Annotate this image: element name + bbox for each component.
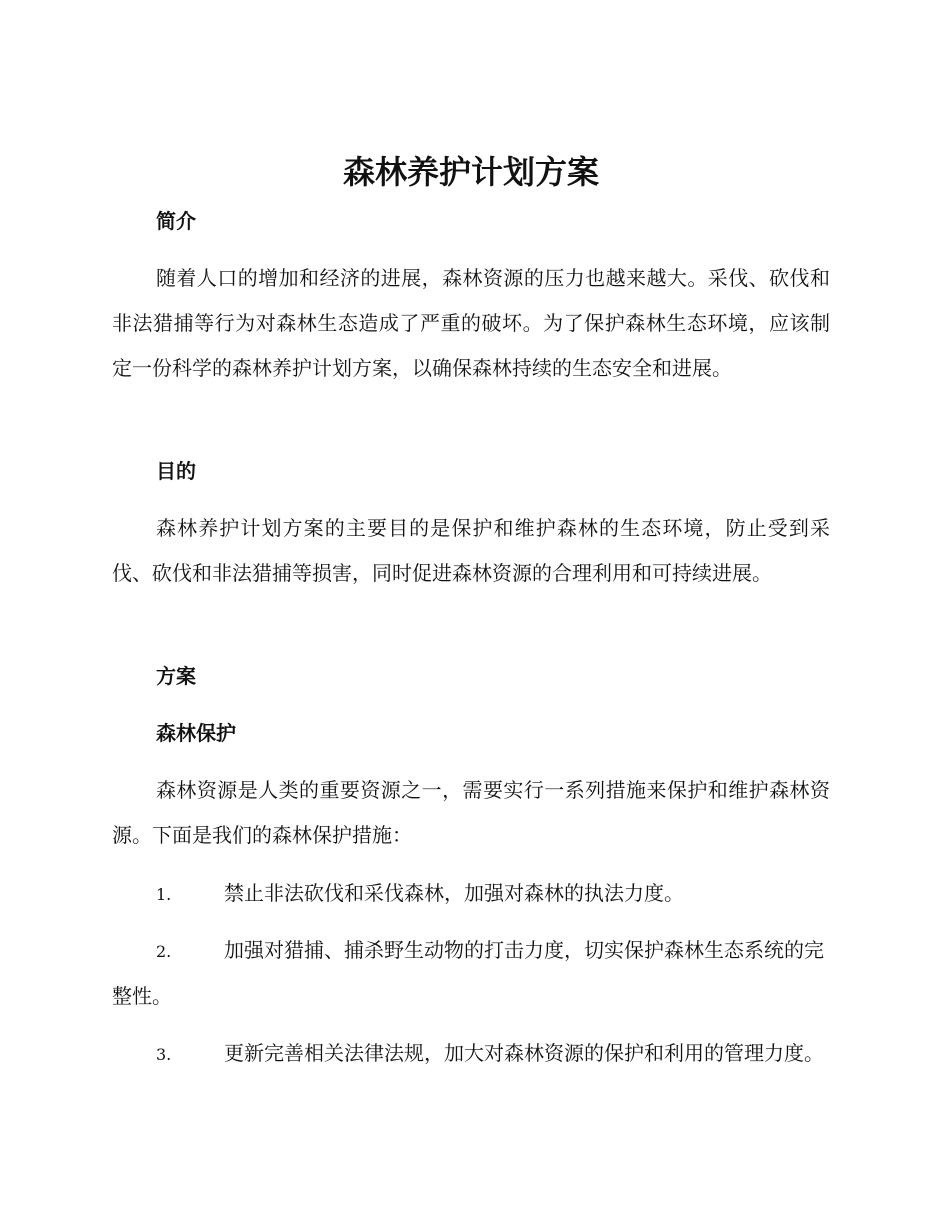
list-item-text: 禁止非法砍伐和采伐森林，加强对森林的执法力度。 [224,881,684,905]
section-heading-intro: 简介 [156,209,196,233]
section-heading-protection: 森林保护 [156,721,236,745]
section-heading-plan: 方案 [156,664,196,688]
list-item-text: 加强对猎捕、捕杀野生动物的打击力度，切实保护森林生态系统的完整性。 [112,938,824,1008]
list-item [112,871,830,917]
list-item-number: 3. [156,1045,172,1064]
intro-paragraph: 随着人口的增加和经济的进展，森林资源的压力也越来越大。采伐、砍伐和非法猎捕等行为对森林生态造成了严重的破坏。为了保护森林生态环境，应该制定一份科学的森林养护计划方案，以确保森林持续的生态安全和进展。 [112,266,830,380]
section-heading-purpose: 目的 [156,459,196,483]
document-title: 森林养护计划方案 [342,153,599,191]
list-item-text: 更新完善相关法律法规，加大对森林资源的保护和利用的管理力度。 [224,1041,824,1065]
list-item-number: 2. [156,942,172,961]
list-item [112,928,830,1019]
list-item [112,1031,830,1077]
protection-paragraph: 森林资源是人类的重要资源之一，需要实行一系列措施来保护和维护森林资源。下面是我们的森林保护措施： [112,778,830,847]
list-item-number: 1. [156,885,172,904]
purpose-paragraph: 森林养护计划方案的主要目的是保护和维护森林的生态环境，防止受到采伐、砍伐和非法猎捕等损害，同时促进森林资源的合理利用和可持续进展。 [112,516,830,585]
